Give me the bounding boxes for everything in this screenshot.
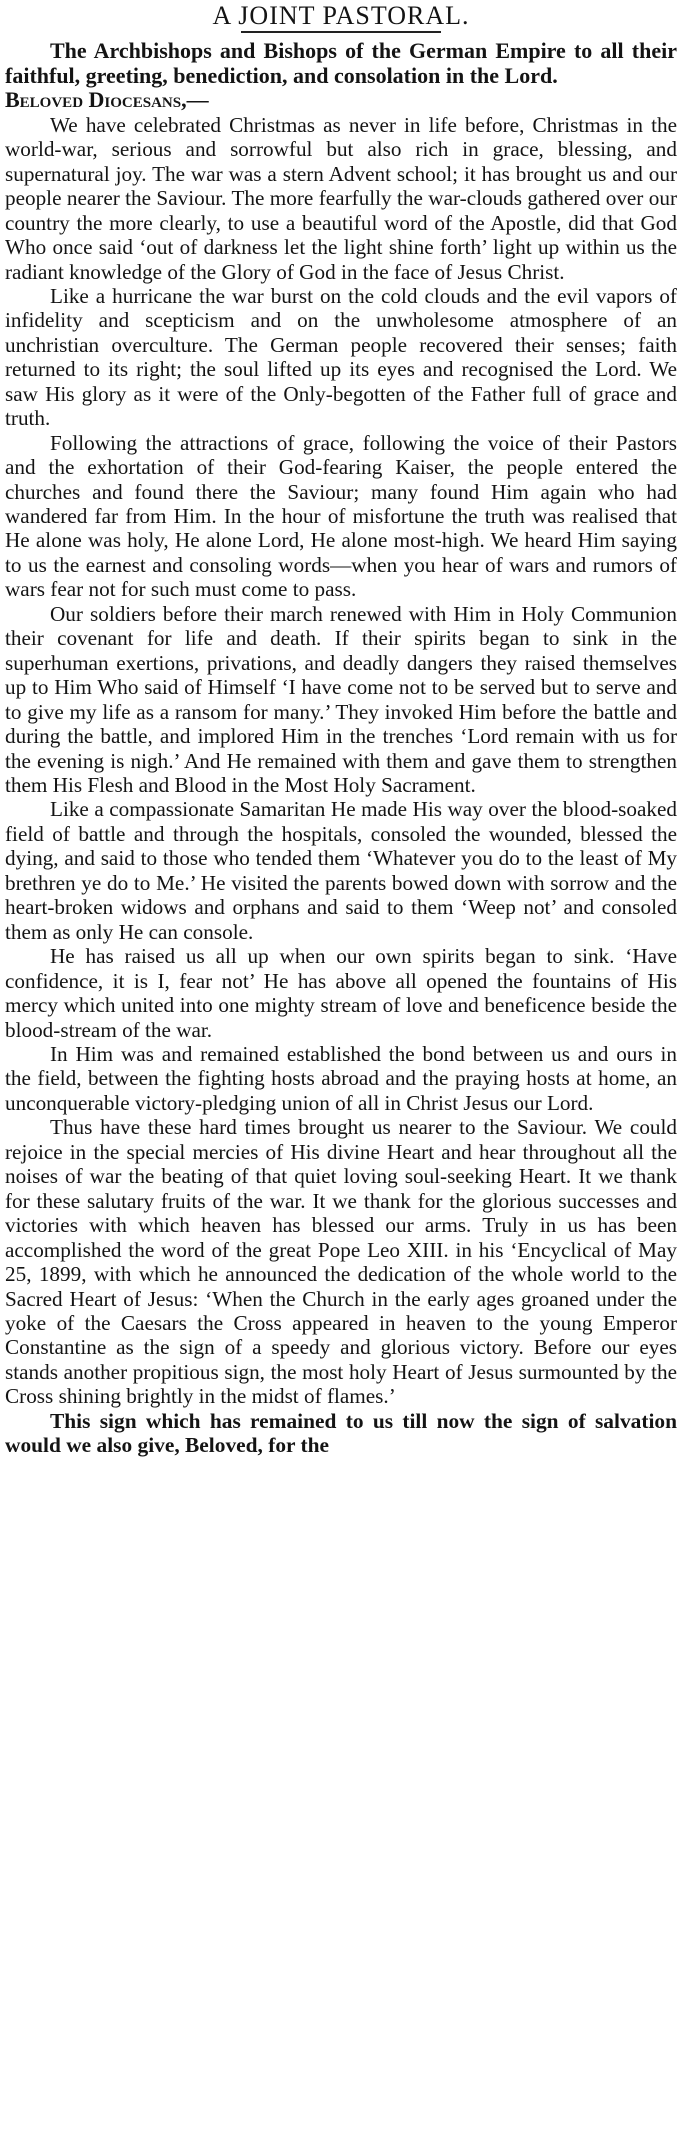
- salutation: Beloved Diocesans,—: [5, 87, 209, 113]
- paragraph: In Him was and remained established the bond between us and ours in the field, between the fighting hosts abroad and the praying hosts at home, an unconquerable victory-pledging union of all in Christ Jesus our Lord.: [5, 1042, 677, 1115]
- paragraph: Our soldiers before their march renewed with Him in Holy Communion their covenant for life and death. If their spirits began to sink in the superhuman exertions, privations, and deadly dangers they raised themselves up to Him Who said of Himself ‘I have come not to be served but to serve and to give my life as a ransom for many.’ They invoked Him before the battle and during the battle, and implored Him in the trenches ‘Lord remain with us for the evening is nigh.’ And He remained with them and gave them to strengthen them His Flesh and Blood in the Most Holy Sacrament.: [5, 601, 677, 798]
- closing-paragraph: This sign which has remained to us till now the sign of salvation would we also give, Beloved, for the: [5, 1408, 677, 1458]
- title-rule: [241, 31, 441, 33]
- paragraph: We have celebrated Christmas as never in life before, Christmas in the world-war, serious and sorrowful but also rich in grace, blessing, and supernatural joy. The war was a stern Advent school; it has brought us and our people nearer the Saviour. The more fearfully the war-clouds gathered over our country the more clearly, to use a beautiful word of the Apostle, did that God Who once said ‘out of darkness let the light shine forth’ light up within us the radiant knowledge of the Glory of God in the face of Jesus Christ.: [5, 112, 677, 284]
- paragraph: Following the attractions of grace, following the voice of their Pastors and the exhortation of their God-fearing Kaiser, the people entered the churches and found there the Saviour; many found Him again who had wandered far from Him. In the hour of misfortune the truth was realised that He alone was holy, He alone Lord, He alone most-high. We heard Him saying to us the earnest and consoling words—when you hear of wars and rumors of wars fear not for such must come to pass.: [5, 430, 677, 602]
- paragraph: Like a hurricane the war burst on the cold clouds and the evil vapors of infidelity and scepticism and on the unwholesome atmosphere of an unchristian overculture. The German people recovered their senses; faith returned to its right; the soul lifted up its eyes and recognised the Lord. We saw His glory as it were of the Only-begotten of the Father full of grace and truth.: [5, 283, 677, 431]
- article-intro: The Archbishops and Bishops of the German Empire to all their faithful, greeting, benediction, and consolation in the Lord.: [5, 38, 677, 88]
- article-title: A JOINT PASTORAL.: [212, 1, 470, 30]
- paragraph: He has raised us all up when our own spirits began to sink. ‘Have confidence, it is I, fear not’ He has above all opened the fountains of His mercy which united into one mighty stream of love and beneficence beside the blood-stream of the war.: [5, 944, 677, 1042]
- paragraph: Like a compassionate Samaritan He made His way over the blood-soaked field of battle and through the hospitals, consoled the wounded, blessed the dying, and said to those who tended them ‘Whatever you do to the least of My brethren ye do to Me.’ He visited the parents bowed down with sorrow and the heart-broken widows and orphans and said to them ‘Weep not’ and consoled them as only He can console.: [5, 797, 677, 944]
- paragraph: Thus have these hard times brought us nearer to the Saviour. We could rejoice in the special mercies of His divine Heart and hear throughout all the noises of war the beating of that quiet loving soul-seeking Heart. It we thank for these salutary fruits of the war. It we thank for the glorious successes and victories with which heaven has blessed our arms. Truly in us has been accomplished the word of the great Pope Leo XIII. in his ‘Encyclical of May 25, 1899, with which he announced the dedication of the whole world to the Sacred Heart of Jesus: ‘When the Church in the early ages groaned under the yoke of the Caesars the Cross appeared in heaven to the young Emperor Constantine as the sign of a speedy and glorious victory. Before our eyes stands another propitious sign, the most holy Heart of Jesus surmounted by the Cross shining brightly in the midst of flames.’: [5, 1115, 677, 1409]
